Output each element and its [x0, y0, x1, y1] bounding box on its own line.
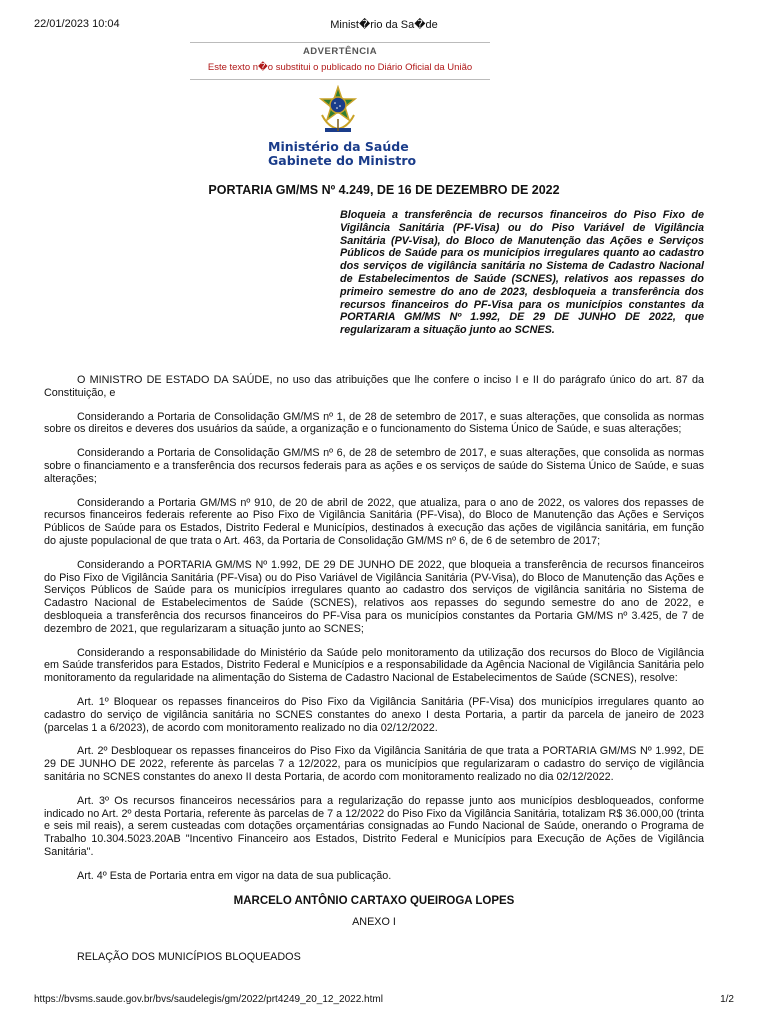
annex-subtitle: RELAÇÃO DOS MUNICÍPIOS BLOQUEADOS [77, 951, 301, 964]
considerando-paragraph: Considerando a Portaria de Consolidação GM/MS nº 1, de 28 de setembro de 2017, e suas alterações, que consolida as normas sobre os direitos e deveres dos usuários da saúde, a organização e o funcionamento do Sistema Único de Saúde, e suas alterações; [44, 410, 704, 436]
print-header-date: 22/01/2023 10:04 [34, 18, 120, 30]
advertencia-box [190, 42, 490, 80]
print-header-title: Minist�rio da Sa�de [330, 19, 438, 31]
article-3: Art. 3º Os recursos financeiros necessários para a regularização do repasse junto aos municípios desbloqueados, conforme indicado no Art. 2º desta Portaria, referente às parcelas de 7 a 12/2022 do Piso Fixo da Vigilância Sanitária, totalizam R$ 36.000,00 (trinta e seis mil reais), a serem custeadas com dotações orçamentárias consignadas ao Fundo Nacional de Saúde, onerando o Programa de Trabalho 10.304.5023.20AB "Incentivo Financeiro aos Estados, Distrito Federal e Municípios para Execução de Ações de Vigilância Sanitária". [44, 794, 704, 858]
advertencia-text: Este texto n�o substitui o publicado no Diário Oficial da União [207, 62, 473, 73]
portaria-title: PORTARIA GM/MS Nº 4.249, DE 16 DE DEZEMBRO DE 2022 [208, 183, 560, 197]
document-body [44, 374, 704, 964]
ministry-heading [268, 140, 416, 168]
article-1: Art. 1º Bloquear os repasses financeiros do Piso Fixo da Vigilância Sanitária (PF-Visa) dos municípios irregulares quanto ao cadastro do serviço de vigilância sanitária no SCNES constantes do anexo I desta Portaria, a partir da parcela de janeiro de 2023 (parcelas 1 a 6/2023), de acordo com monitoramento realizado no dia 02/12/2022. [44, 695, 704, 734]
considerando-paragraph: Considerando a Portaria GM/MS nº 910, de 20 de abril de 2022, que atualiza, para o ano de 2022, os valores dos repasses de recursos financeiros federais referente ao Piso Fixo de Vigilância Sanitária (PF-Visa), do Bloco de Manutenção das Ações e Serviços Públicos de Saúde para os Estados, Distrito Federal e Municípios, destinados à execução das ações de vigilância sanitária, em função do ajuste populacional de que trata o Art. 463, da Portaria de Consolidação GM/MS nº 6, de 6 de setembro de 2017; [44, 496, 704, 547]
ministry-name: Ministério da Saúde [268, 139, 409, 154]
considerando-paragraph: Considerando a Portaria de Consolidação GM/MS nº 6, de 28 de setembro de 2017, e suas alterações, que consolida as normas sobre o financiamento e a transferência dos recursos federais para as ações e os serviços de saúde do Sistema Único de Saúde, e suas alterações; [44, 447, 704, 485]
advertencia-title: ADVERTÊNCIA [302, 46, 378, 57]
print-footer-page: 1/2 [720, 994, 734, 1005]
preamble-paragraph: O MINISTRO DE ESTADO DA SAÚDE, no uso das atribuições que lhe confere o inciso I e II do parágrafo único do art. 87 da Constituição, e [44, 374, 704, 399]
coat-of-arms-icon [316, 85, 360, 135]
considerando-paragraph: Considerando a PORTARIA GM/MS Nº 1.992, DE 29 DE JUNHO DE 2022, que bloqueia a transferência de recursos financeiros do Piso Fixo de Vigilância Sanitária (PF-Visa) ou do Piso Variável de Vigilância Sanitária (PV-Visa), do Bloco de Manutenção das Ações e Serviços Públicos de Saúde para os municípios irregulares quanto ao cadastro dos serviços de vigilância sanitária no Sistema de Cadastro Nacional de Estabelecimentos de Saúde (SCNES), relativos aos repasses do segundo semestre do ano de 2022, e desbloqueia a transferência dos recursos financeiros do PF-Visa para os municípios constantes da Portaria GM/MS nº 3.425, de 7 de dezembro de 2021, que regularizaram a situação junto ao SCNES; [44, 558, 704, 635]
ementa: Bloqueia a transferência de recursos financeiros do Piso Fixo de Vigilância Sanitária (PF-Visa) ou do Piso Variável de Vigilância Sanitária (PV-Visa), do Bloco de Manutenção das Ações e Serviços Públicos de Saúde para os municípios irregulares quanto ao cadastro dos serviços de vigilância sanitária no Sistema de Cadastro Nacional de Estabelecimentos de Saúde (SCNES), relativos aos repasses do primeiro semestre do ano de 2023, desbloqueia a transferência dos recursos financeiros do PF-Visa para os municípios constantes da PORTARIA GM/MS Nº 1.992, DE 29 DE JUNHO DE 2022, que regularizaram a situação junto ao SCNES. [340, 209, 704, 337]
signature: MARCELO ANTÔNIO CARTAXO QUEIROGA LOPES [233, 894, 515, 907]
article-2: Art. 2º Desbloquear os repasses financeiros do Piso Fixo da Vigilância Sanitária de que trata a PORTARIA GM/MS Nº 1.992, DE 29 DE JUNHO DE 2022, referente às parcelas 7 a 12/2022, para os municípios que regularizaram o cadastro do serviço de vigilância sanitária no SCNES constantes do anexo II desta Portaria, de acordo com monitoramento realizado no dia 02/12/2022. [44, 745, 704, 783]
considerando-paragraph: Considerando a responsabilidade do Ministério da Saúde pelo monitoramento da utilização dos recursos do Bloco de Vigilância em Saúde transferidos para Estados, Distrito Federal e Municípios e a responsabilidade da Agência Nacional de Vigilância Sanitária pelo monitoramento da regularidade na alimentação do Sistema de Cadastro Nacional de Estabelecimentos de Saúde (SCNES), resolve: [44, 646, 704, 685]
article-4: Art. 4º Esta de Portaria entra em vigor na data de sua publicação. [77, 869, 392, 882]
cabinet-name: Gabinete do Ministro [268, 153, 417, 168]
print-footer-url: https://bvsms.saude.gov.br/bvs/saudelegis/gm/2022/prt4249_20_12_2022.html [34, 994, 383, 1005]
annex-title: ANEXO I [352, 916, 396, 929]
